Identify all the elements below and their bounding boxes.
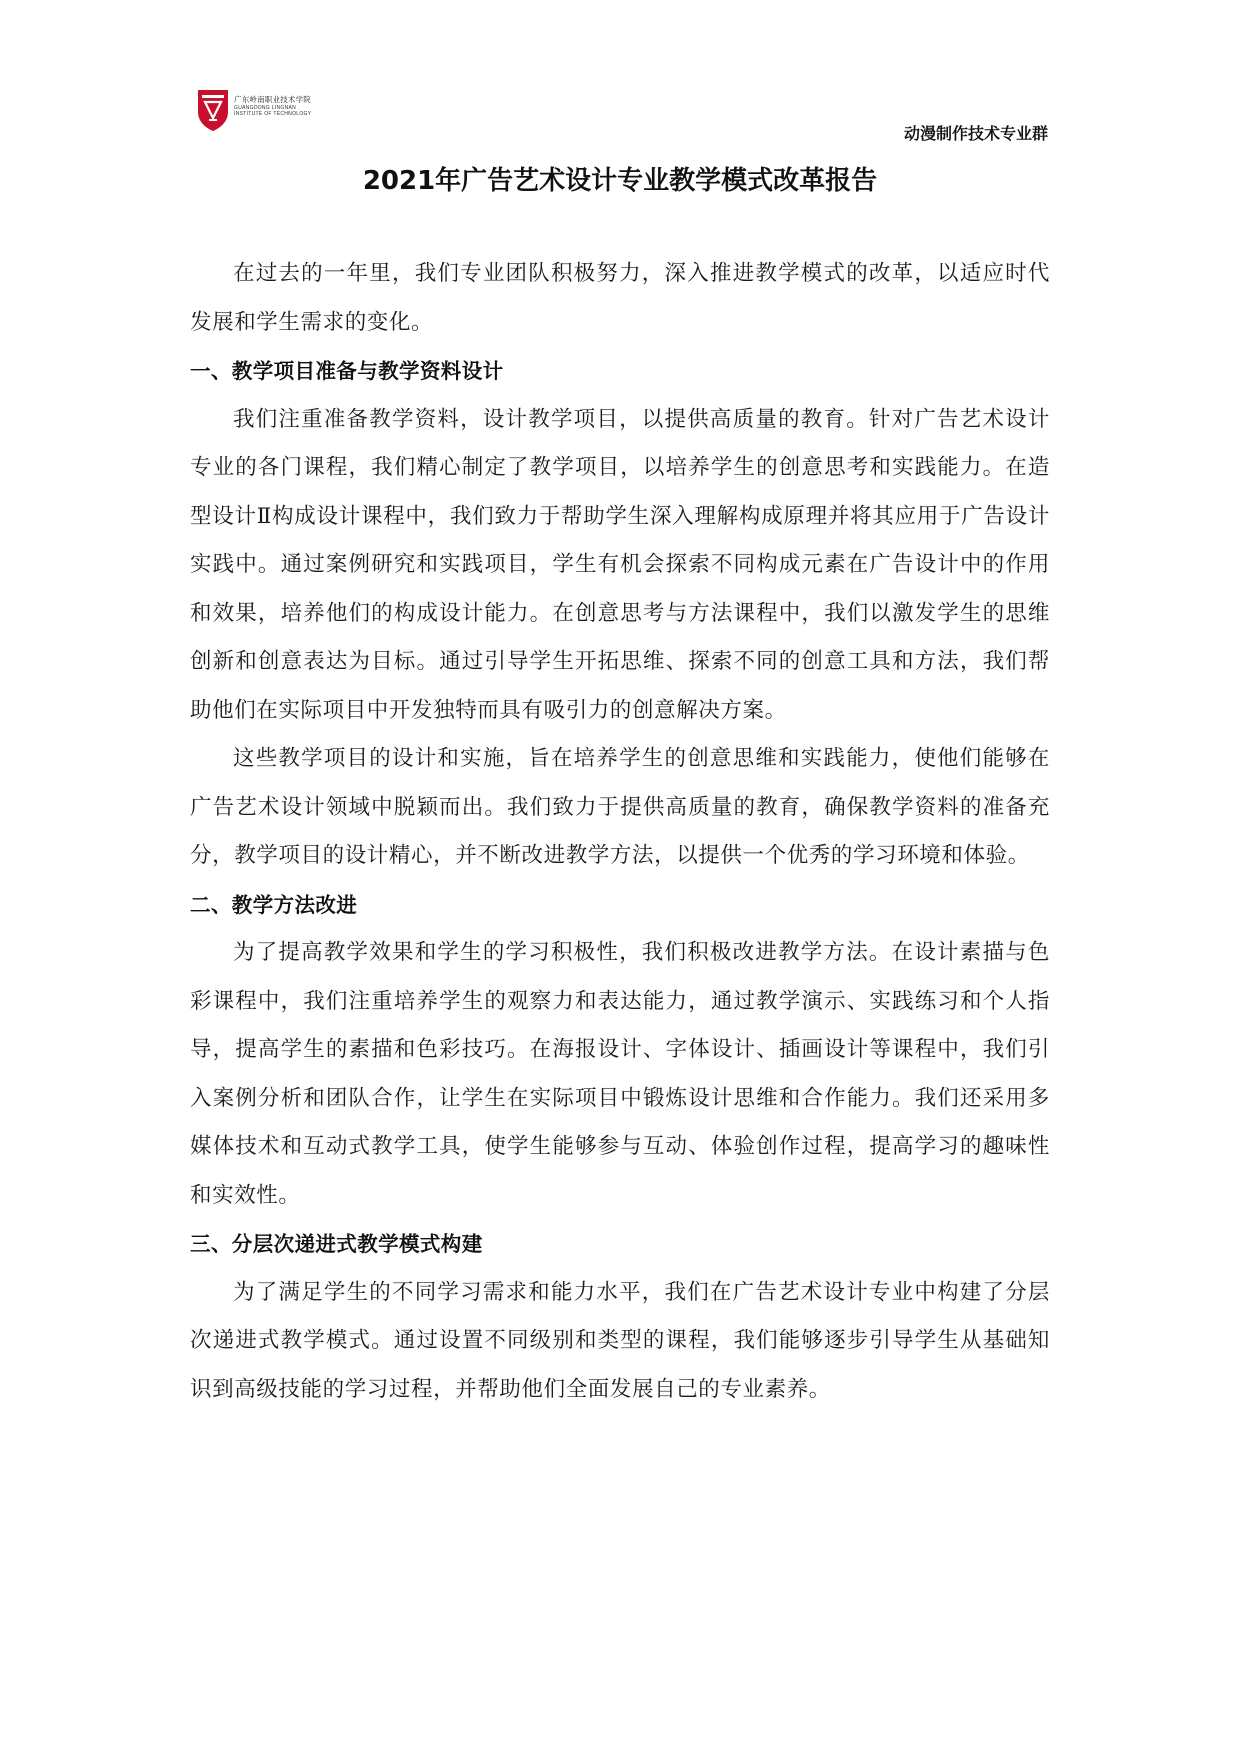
institution-logo [196, 88, 326, 134]
section-heading-3: 三、分层次递进式教学模式构建 [190, 1232, 483, 1256]
section-heading-1: 一、教学项目准备与教学资料设计 [190, 359, 504, 383]
header-group-label: 动漫制作技术专业群 [903, 124, 1048, 143]
document-title: 2021年广告艺术设计专业教学模式改革报告 [362, 166, 878, 196]
intro-paragraph: 在过去的一年里，我们专业团队积极努力，深入推进教学模式的改革，以适应时代发展和学生需求的变化。 [190, 261, 1050, 335]
document-body [190, 250, 1050, 1414]
logo-name-cn: 广东岭南职业技术学院 [234, 95, 311, 104]
logo-name-en-line2: INSTITUTE OF TECHNOLOGY [234, 111, 312, 117]
section-2-paragraph-1: 为了提高教学效果和学生的学习积极性，我们积极改进教学方法。在设计素描与色彩课程中，我们注重培养学生的观察力和表达能力，通过教学演示、实践练习和个人指导，提高学生的素描和色彩技巧。在海报设计、字体设计、插画设计等课程中，我们引入案例分析和团队合作，让学生在实际项目中锻炼设计思维和合作能力。我们还采用多媒体技术和互动式教学工具，使学生能够参与互动、体验创作过程，提高学习的趣味性和实效性。 [190, 940, 1050, 1208]
section-1-paragraph-1: 我们注重准备教学资料，设计教学项目，以提供高质量的教育。针对广告艺术设计专业的各门课程，我们精心制定了教学项目，以培养学生的创意思考和实践能力。在造型设计Ⅱ构成设计课程中，我们致力于帮助学生深入理解构成原理并将其应用于广告设计实践中。通过案例研究和实践项目，学生有机会探索不同构成元素在广告设计中的作用和效果，培养他们的构成设计能力。在创意思考与方法课程中，我们以激发学生的思维创新和创意表达为目标。通过引导学生开拓思维、探索不同的创意工具和方法，我们帮助他们在实际项目中开发独特而具有吸引力的创意解决方案。 [190, 406, 1050, 723]
section-3-paragraph-1: 为了满足学生的不同学习需求和能力水平，我们在广告艺术设计专业中构建了分层次递进式教学模式。通过设置不同级别和类型的课程，我们能够逐步引导学生从基础知识到高级技能的学习过程，并帮助他们全面发展自己的专业素养。 [190, 1279, 1050, 1402]
logo-name-en-line1: GUANGDONG LINGNAN [234, 105, 297, 111]
logo-name-en [234, 105, 311, 117]
shield-icon [196, 88, 230, 132]
section-heading-2: 二、教学方法改进 [190, 892, 358, 917]
section-1-paragraph-2: 这些教学项目的设计和实施，旨在培养学生的创意思维和实践能力，使他们能够在广告艺术设计领域中脱颖而出。我们致力于提供高质量的教育，确保教学资料的准备充分，教学项目的设计精心，并不断改进教学方法，以提供一个优秀的学习环境和体验。 [190, 746, 1050, 868]
